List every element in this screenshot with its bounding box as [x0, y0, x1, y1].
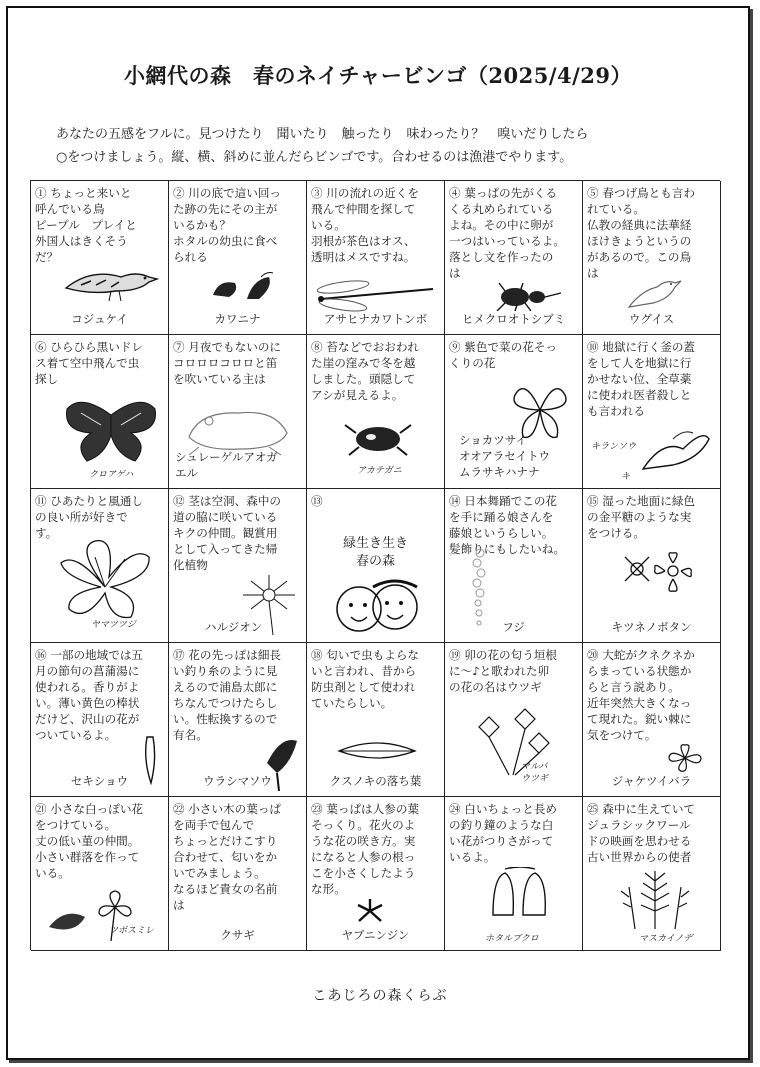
bingo-cell-8[interactable]: [307, 335, 445, 489]
cell-answer: クサギ: [220, 928, 255, 942]
cell-clue: ⑪ ひあたりと風通し の良い所が好きで す。: [35, 494, 144, 540]
instructions-line-2: ○をつけましょう。縦、横、斜めに並んだらビンゴです。合わせるのは漁港でやります。: [56, 150, 573, 165]
beetle-icon: [485, 281, 565, 311]
azalea-icon: [55, 537, 155, 627]
bingo-cell-15[interactable]: [583, 489, 721, 643]
club-name: こあじろの森くらぶ: [312, 988, 448, 1004]
bell-flower-icon: [485, 867, 555, 927]
cell-clue: ⑱ 匂いで虫もよらな いと言われ、昔から 防虫剤として使われ ていたらしい。: [311, 648, 420, 710]
bingo-cell-10[interactable]: [583, 335, 721, 489]
cell-answer: カワニナ: [214, 312, 261, 326]
umbel-icon: [355, 897, 385, 925]
handwritten-label: ホタルブクロ: [485, 934, 539, 944]
cell-answer: ショカツサイ オオアラセイトウ ムラサキハナナ: [459, 433, 550, 479]
butterfly-icon: [61, 395, 161, 465]
bingo-cell-12[interactable]: [169, 489, 307, 643]
leaf-icon: [337, 739, 417, 763]
cell-clue: ③ 川の流れの近くを 飛んで仲間を探して いる。 羽根が茶色はオス、 透明はメスですね。: [311, 186, 420, 264]
handwritten-label: キランソウ: [591, 442, 637, 452]
bingo-cell-22[interactable]: [169, 797, 307, 951]
cell-clue: ④ 葉っぱの先がくる くる丸められている よね。その中に卵が 一つはいっているよ。 落とし文を作ったの は: [449, 186, 565, 280]
bingo-cell-18[interactable]: [307, 643, 445, 797]
cell-answer: フジ: [502, 620, 525, 634]
handwritten-label: マスカイノデ: [639, 934, 693, 944]
cell-clue: ㉒ 小さい木の葉っぱ を両手で包んで ちょっとだけこすり 合わせて、匂いをか いでみましょう。 なるほど貴女の名前 は: [173, 802, 282, 912]
bingo-cell-2[interactable]: [169, 181, 307, 335]
instructions-line-1: あなたの五感をフルに。見つけたり 聞いたり 触ったり 味わったり？ 嗅いだりしたら: [56, 127, 589, 142]
bingo-cell-14[interactable]: [445, 489, 583, 643]
bingo-cell-21[interactable]: [31, 797, 169, 951]
cell-clue: ⑲ 卯の花の匂う垣根 に〜♪と歌われた卯 の花の名はウツギ: [449, 648, 558, 694]
bingo-grid: [30, 180, 720, 950]
bingo-cell-13[interactable]: [307, 489, 445, 643]
cell-answer: キツネノボタン: [611, 620, 692, 634]
handwritten-label: アカテガニ: [357, 466, 402, 476]
cell-clue: ⑳ 大蛇がクネクネか らまっている状態か らと言う説あり。 近年突然大きくなっ て現れた。鋭い棘に 気をつけて。: [587, 648, 695, 742]
handwritten-label: キ: [621, 472, 631, 482]
cell-clue: ⑨ 紫色で菜の花そっ くりの花: [449, 340, 558, 370]
faces-icon: [329, 575, 425, 637]
cell-clue: ① ちょっと来いと 呼んでいる鳥 ピープル プレイと 外国人はきくそう だ？: [35, 186, 137, 264]
bingo-cell-1[interactable]: [31, 181, 169, 335]
horsetail-icon: [615, 867, 695, 931]
bingo-cell-7[interactable]: [169, 335, 307, 489]
dragonfly-icon: [313, 279, 438, 313]
bingo-cell-24[interactable]: [445, 797, 583, 951]
buttercup-icon: [617, 549, 697, 599]
cell-clue: ㉓ 葉っぱは人参の葉 そっくり。花火のよ うな花の咲き方。実 になると人参の根っ こを小さくしたよう な形。: [311, 802, 420, 896]
frog-icon: [179, 397, 294, 457]
bingo-cell-4[interactable]: [445, 181, 583, 335]
bingo-cell-20[interactable]: [583, 643, 721, 797]
handwritten-label: ツボスミレ: [109, 926, 155, 936]
bingo-cell-19[interactable]: [445, 643, 583, 797]
cell-answer: アサヒナカワトンボ: [323, 312, 428, 326]
cell-answer: ヤブニンジン: [341, 928, 410, 942]
herb-icon: [633, 419, 713, 479]
violet-icon: [45, 887, 155, 945]
bingo-cell-9[interactable]: [445, 335, 583, 489]
cell-answer: ウグイス: [628, 312, 675, 326]
cell-clue: ⑧ 苔などでおおわれ た崖の窪みで冬を越 しました。頭隠して アシが見えるよ。: [311, 340, 420, 402]
cell-answer: コジュケイ: [71, 312, 128, 326]
warbler-icon: [623, 273, 683, 313]
bingo-cell-25[interactable]: [583, 797, 721, 951]
handwritten-label: クロアゲハ: [89, 470, 134, 480]
bingo-cell-11[interactable]: [31, 489, 169, 643]
cell-answer: ヒメクロオトシブミ: [461, 312, 566, 326]
cell-clue: ② 川の底で這い回っ た跡の先にその主が いるかも？ ホタルの幼虫に食べ られる: [173, 186, 282, 264]
cell-clue: ㉑ 小さな白っぽい花 をつけている。 丈の低い菫の仲間。 小さい群落を作って いる。: [35, 802, 144, 880]
handwritten-label: ヤマツツジ: [91, 620, 136, 630]
cell-clue: ⑬: [311, 494, 323, 508]
cell-answer: ジャケツイバラ: [611, 774, 692, 788]
bingo-cell-3[interactable]: [307, 181, 445, 335]
cell-clue: ⑮ 湿った地面に緑色 の金平糖のような実 をつける。: [587, 494, 696, 540]
cell-clue: ⑰ 花の先っぽは細長 い釣り糸のように見 えるので浦島太郎に ちなんでつけたらし い。性転換するので 有名。: [173, 648, 282, 742]
cell-clue: ⑩ 地獄に行く釜の蓋 をして人を地獄に行 かせない位、全草薬 に使われ医者殺しと も言われる: [587, 340, 696, 418]
bingo-cell-17[interactable]: [169, 643, 307, 797]
bingo-cell-5[interactable]: [583, 181, 721, 335]
cell-answer: ハルジオン: [205, 620, 263, 634]
cell-clue: ⑤ 春つげ鳥とも言わ れている。 仏教の経典に法華経 ほけきょうというの があるので。この鳥 は: [587, 186, 696, 280]
cell-clue: ㉕ 森中に生えていて ジュラシックワール ドの映画を思わせる 古い世界からの使者: [587, 802, 696, 864]
bingo-cell-6[interactable]: [31, 335, 169, 489]
cell-clue: ⑫ 茎は空洞、森中の 道の脇に咲いている キクの仲間。観賞用 として入ってきた帰 化植物: [173, 494, 282, 572]
cell-answer: ウラシマソウ: [203, 774, 272, 788]
bird-icon: [61, 263, 161, 303]
handwritten-label: マルバ ウツギ: [521, 762, 549, 784]
page-title: 小網代の森 春のネイチャービンゴ（2025/4/29）: [123, 63, 633, 88]
cell-clue: ㉔ 白いちょっと長め の釣り鐘のような白 い花がつりさがって いるよ。: [449, 802, 558, 864]
snail-icon: [209, 269, 279, 303]
cell-clue: ⑭ 日本舞踊でこの花 を手に踊る娘さんを 藤娘というらしい。 髪飾りにもしたいね。: [449, 494, 565, 556]
cell-clue: ⑯ 一部の地域では五 月の節句の菖蒲湯に 使われる。香りがよ い。薄い黄色の棒状 だけど、沢山の花が ついているよ。: [35, 648, 144, 742]
bingo-cell-16[interactable]: [31, 643, 169, 797]
cell-clue: ⑦ 月夜でもないのに コロロロコロロと笛 を吹いている主は: [173, 340, 282, 386]
cell-answer: セキショウ: [70, 774, 129, 788]
crab-icon: [343, 419, 413, 459]
bingo-cell-23[interactable]: [307, 797, 445, 951]
cell-answer: クスノキの落ち葉: [329, 774, 422, 788]
cell-answer: シュレーゲルアオガ エル: [175, 450, 278, 480]
instructions: [56, 123, 696, 169]
thorn-flower-icon: [667, 743, 703, 773]
cell-clue: ⑥ ひらひら黒いドレ ス着て空中飛んで虫 探し: [35, 340, 144, 386]
center-message: 緑生き生き 春の森: [342, 536, 408, 569]
